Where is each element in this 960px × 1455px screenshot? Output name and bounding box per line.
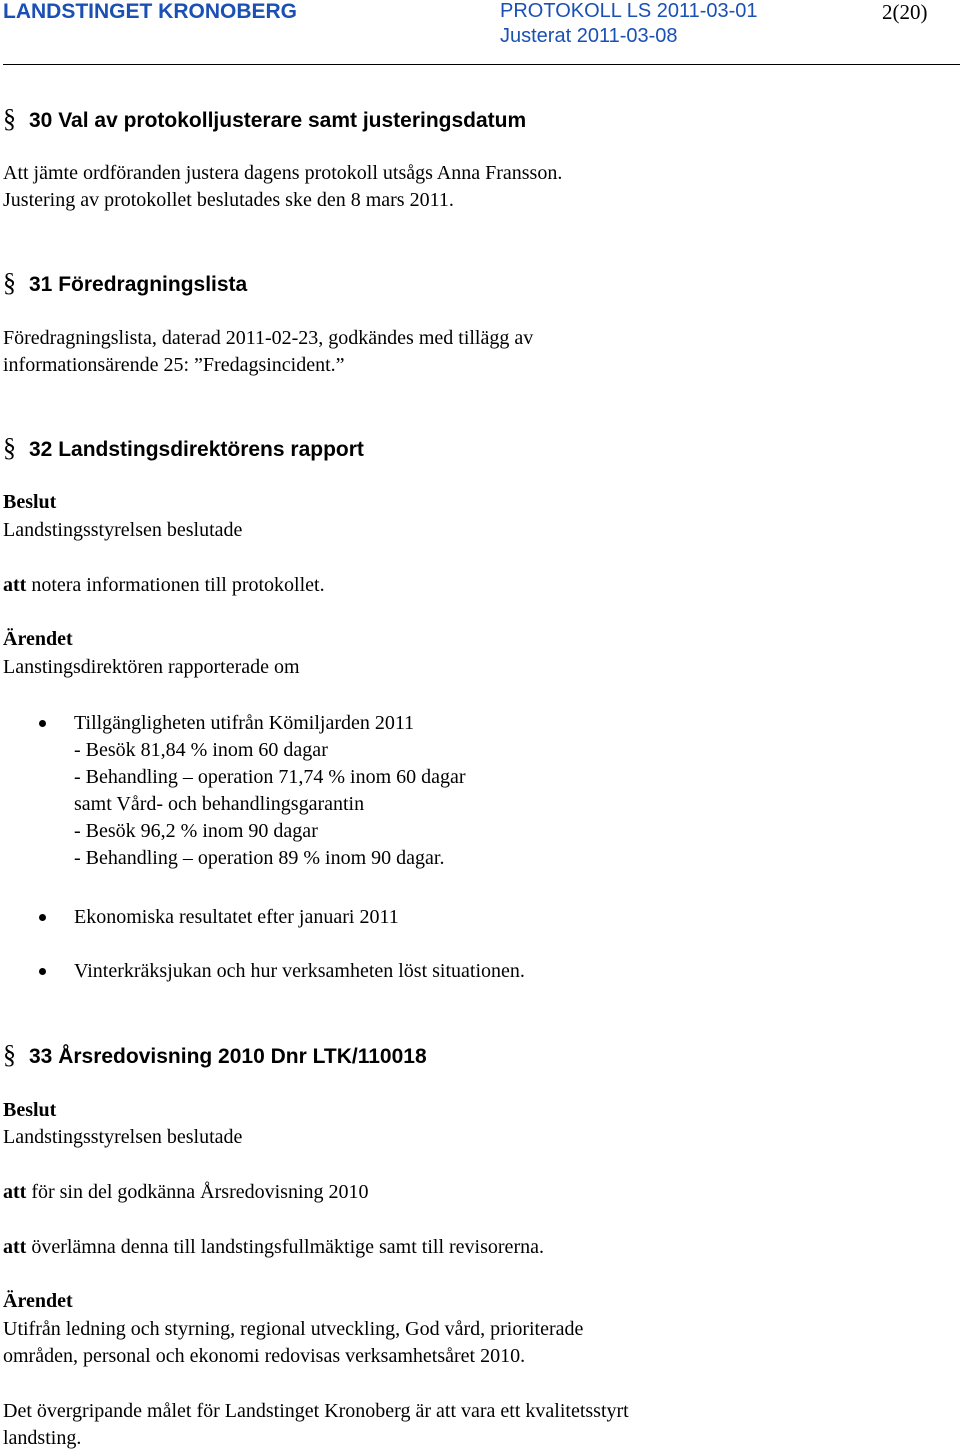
arendet-line-1: Utifrån ledning och styrning, regional utveckling, God vård, prioriterade: [3, 1318, 584, 1340]
page-number: 2(20): [882, 0, 928, 24]
decision-text: notera informationen till protokollet.: [26, 574, 325, 596]
bullet-icon: [39, 968, 46, 975]
justerat-date: Justerat 2011-03-08: [500, 25, 678, 47]
section-30-line-1: Att jämte ordföranden justera dagens protokoll utsågs Anna Fransson.: [3, 162, 563, 184]
section-30-line-2: Justering av protokollet beslutades ske den 8 mars 2011.: [3, 189, 454, 211]
att-keyword: att: [3, 1181, 27, 1203]
section-31-line-1: Föredragningslista, daterad 2011-02-23, godkändes med tillägg av: [3, 327, 534, 349]
list-item-line: samt Vård- och behandlingsgarantin: [74, 793, 365, 815]
section-31-title: 31 Föredragningslista: [29, 273, 248, 296]
paragraph-line-1: Det övergripande målet för Landstinget Kronoberg är att vara ett kvalitetsstyrt: [3, 1400, 629, 1422]
bullet-icon: [39, 720, 46, 727]
section-33-heading: [3, 1040, 427, 1070]
section-33-title: 33 Årsredovisning 2010 Dnr LTK/110018: [29, 1045, 427, 1068]
list-item-line: Tillgängligheten utifrån Kömiljarden 2011: [74, 712, 415, 734]
section-symbol: §: [3, 1040, 16, 1069]
section-32-heading: [3, 433, 364, 463]
list-item-line: - Behandling – operation 71,74 % inom 60 dagar: [74, 766, 466, 788]
section-32-title: 32 Landstingsdirektörens rapport: [29, 438, 364, 461]
arendet-line-2: områden, personal och ekonomi redovisas verksamhetsåret 2010.: [3, 1345, 526, 1367]
section-symbol: §: [3, 268, 16, 297]
list-item-line: - Behandling – operation 89 % inom 90 dagar.: [74, 847, 445, 869]
arendet-label: Ärendet: [3, 1290, 73, 1312]
paragraph-line-2: landsting.: [3, 1427, 82, 1449]
protocol-id: PROTOKOLL LS 2011-03-01: [500, 0, 758, 22]
decision-line: [3, 1179, 369, 1206]
beslut-text: Landstingsstyrelsen beslutade: [3, 519, 243, 541]
list-item-line: - Besök 81,84 % inom 60 dagar: [74, 739, 328, 761]
list-item-line: Ekonomiska resultatet efter januari 2011: [74, 906, 399, 928]
decision-text: för sin del godkänna Årsredovisning 2010: [26, 1181, 369, 1203]
decision-text: överlämna denna till landstingsfullmäktige samt till revisorerna.: [26, 1236, 544, 1258]
decision-line: [3, 1234, 544, 1261]
organization-name: LANDSTINGET KRONOBERG: [3, 0, 297, 23]
decision-line: [3, 572, 325, 599]
beslut-label: Beslut: [3, 1099, 57, 1121]
section-symbol: §: [3, 104, 16, 133]
arendet-intro: Lanstingsdirektören rapporterade om: [3, 656, 300, 678]
list-item-line: - Besök 96,2 % inom 90 dagar: [74, 820, 318, 842]
section-31-heading: [3, 268, 247, 298]
section-symbol: §: [3, 433, 16, 462]
beslut-label: Beslut: [3, 491, 57, 513]
beslut-text: Landstingsstyrelsen beslutade: [3, 1126, 243, 1148]
section-30-title: 30 Val av protokolljusterare samt justeringsdatum: [29, 109, 527, 132]
section-31-line-2: informationsärende 25: ”Fredagsincident.”: [3, 354, 345, 376]
list-item-line: Vinterkräksjukan och hur verksamheten löst situationen.: [74, 960, 525, 982]
att-keyword: att: [3, 1236, 27, 1258]
arendet-label: Ärendet: [3, 628, 73, 650]
header-divider: [3, 64, 960, 65]
section-30-heading: [3, 104, 526, 134]
att-keyword: att: [3, 574, 27, 596]
bullet-icon: [39, 914, 46, 921]
